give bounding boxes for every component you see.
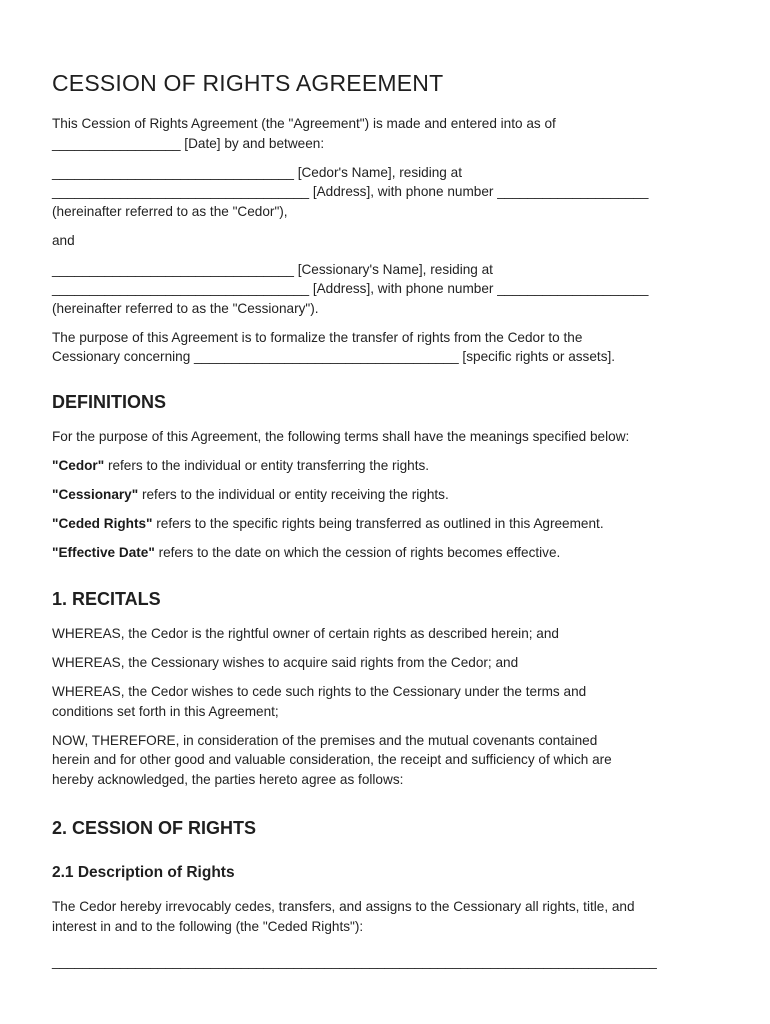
recital-whereas-3-line-2: conditions set forth in this Agreement; — [52, 703, 279, 719]
cedor-paragraph — [52, 163, 722, 222]
definition-text: refers to the individual or entity transferring the rights. — [104, 457, 430, 473]
document-title: CESSION OF RIGHTS AGREEMENT — [52, 70, 444, 96]
definition-item — [52, 514, 722, 534]
recital-whereas-3-line-1: WHEREAS, the Cedor wishes to cede such rights to the Cessionary under the terms and — [52, 684, 587, 699]
cessionary-line-1: ________________________________ [Cessionary's Name], residing at — [52, 261, 493, 277]
recital-now-line-2: herein and for other good and valuable consideration, the receipt and sufficiency of which are — [52, 752, 612, 767]
ceded-rights-blank-line: ________________________________________________________________________________ — [52, 954, 657, 969]
intro-line-1: This Cession of Rights Agreement (the "Agreement") is made and entered into as of — [52, 116, 556, 131]
ceded-rights-line-2: interest in and to the following (the "Ceded Rights"): — [52, 918, 364, 934]
cession-heading: 2. CESSION OF RIGHTS — [52, 818, 257, 838]
purpose-paragraph — [52, 328, 722, 367]
definition-term: "Ceded Rights" — [52, 515, 153, 531]
cessionary-paragraph — [52, 260, 722, 319]
definition-item — [52, 485, 722, 505]
definition-text: refers to the date on which the cession of rights becomes effective. — [154, 544, 561, 560]
cessionary-line-3: (hereinafter referred to as the "Cessionary"). — [52, 300, 319, 316]
recital-whereas-3 — [52, 682, 722, 721]
definition-text: refers to the specific rights being transferred as outlined in this Agreement. — [152, 515, 604, 531]
cessionary-line-2: __________________________________ [Address], with phone number ____________________ — [52, 281, 649, 296]
intro-paragraph — [52, 114, 722, 153]
definition-item — [52, 456, 722, 476]
definition-term: "Cedor" — [52, 457, 105, 473]
purpose-line-2: Cessionary concerning ___________________________________ [specific rights or assets]. — [52, 349, 616, 364]
ceded-rights-line-1: The Cedor hereby irrevocably cedes, transfers, and assigns to the Cessionary all rights, title, and — [52, 899, 635, 914]
recitals-heading: 1. RECITALS — [52, 589, 161, 609]
definition-item — [52, 543, 722, 563]
description-of-rights-heading: 2.1 Description of Rights — [52, 864, 235, 881]
recital-now-line-1: NOW, THEREFORE, in consideration of the premises and the mutual covenants contained — [52, 732, 598, 748]
recital-whereas-2: WHEREAS, the Cessionary wishes to acquire said rights from the Cedor; and — [52, 655, 519, 670]
cedor-line-2: __________________________________ [Address], with phone number ____________________ — [52, 184, 649, 199]
and-text: and — [52, 232, 75, 248]
ceded-rights-paragraph — [52, 897, 722, 936]
cedor-line-1: ________________________________ [Cedor's Name], residing at — [52, 164, 462, 180]
purpose-line-1: The purpose of this Agreement is to formalize the transfer of rights from the Cedor to the — [52, 329, 583, 345]
definition-term: "Cessionary" — [52, 486, 139, 502]
intro-line-2: _________________ [Date] by and between: — [52, 135, 325, 151]
cedor-line-3: (hereinafter referred to as the "Cedor"), — [52, 203, 288, 219]
recital-now-therefore — [52, 731, 722, 790]
definitions-heading: DEFINITIONS — [52, 391, 167, 412]
document-page — [52, 68, 722, 972]
recital-now-line-3: hereby acknowledged, the parties hereto agree as follows: — [52, 771, 404, 787]
definition-term: "Effective Date" — [52, 544, 155, 560]
definition-text: refers to the individual or entity receiving the rights. — [138, 486, 449, 502]
definitions-intro: For the purpose of this Agreement, the following terms shall have the meanings specified below: — [52, 428, 630, 444]
recital-whereas-1: WHEREAS, the Cedor is the rightful owner of certain rights as described herein; and — [52, 626, 559, 641]
